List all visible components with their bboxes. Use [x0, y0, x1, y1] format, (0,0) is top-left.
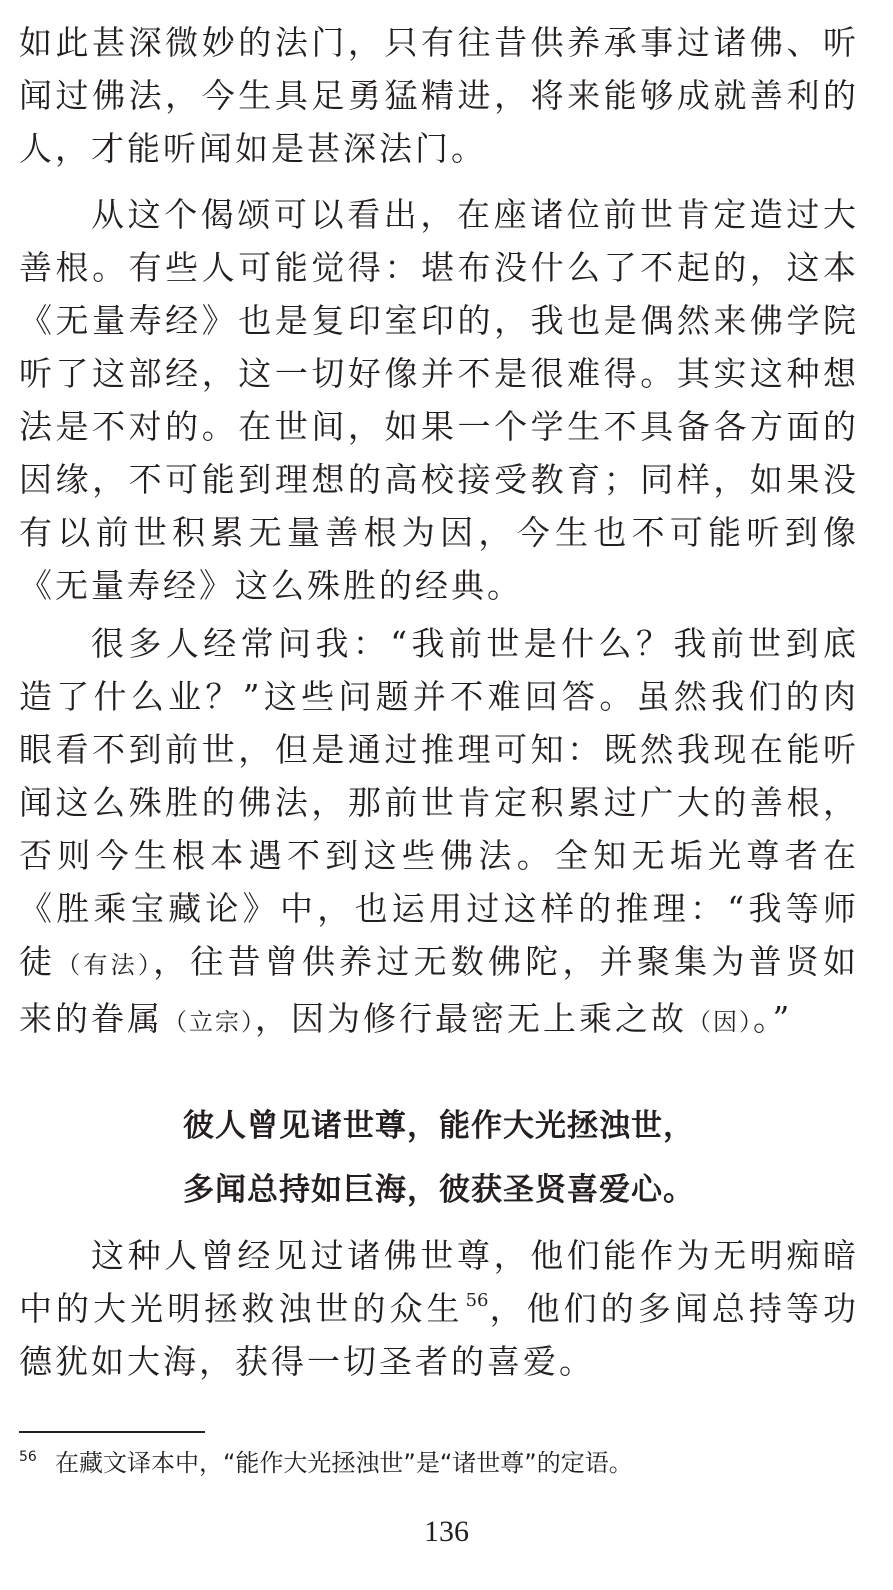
- paragraph-4: [19, 1229, 859, 1388]
- paragraph-3-text-d: 。”: [753, 999, 793, 1038]
- paragraph-4-text-b: ，他们的多闻总持等功德犹如大海，获得一切圣者的喜爱。: [19, 1289, 860, 1381]
- annotation-premise: （有法）: [56, 951, 154, 979]
- paragraph-4-text-a: 这种人曾经见过诸佛世尊，他们能作为无明痴暗中的大光明拯救浊世的众生: [19, 1236, 859, 1328]
- footnote: 56 在藏文译本中，“能作大光拯浊世”是“诸世尊”的定语。: [19, 1449, 633, 1477]
- footnote-reference[interactable]: 56: [465, 1290, 489, 1311]
- annotation-thesis: （立宗）: [163, 1008, 255, 1036]
- paragraph-1: 如此甚深微妙的法门，只有往昔供养承事过诸佛、听闻过佛法，今生具足勇猛精进，将来能够成就善利的人，才能听闻如是甚深法门。: [19, 23, 859, 168]
- page-number: 136: [424, 1515, 469, 1548]
- verse-line-2: 多闻总持如巨海，彼获圣贤喜爱心。: [183, 1172, 695, 1208]
- verse-line-1: 彼人曾见诸世尊，能作大光拯浊世，: [183, 1108, 695, 1144]
- footnote-text: 在藏文译本中，“能作大光拯浊世”是“诸世尊”的定语。: [55, 1449, 633, 1477]
- paragraph-3-text-c: ，因为修行最密无上乘之故: [255, 999, 687, 1038]
- paragraph-3: [19, 617, 859, 1049]
- paragraph-2: 从这个偈颂可以看出，在座诸位前世肯定造过大善根。有些人可能觉得：堪布没什么了不起的，这本《无量寿经》也是复印室印的，我也是偶然来佛学院听了这部经，这一切好像并不是很难得。其实这种想法是不对的。在世间，如果一个学生不具备各方面的因缘，不可能到理想的高校接受教育；同样，如果没有以前世积累无量善根为因，今生也不可能听到像《无量寿经》这么殊胜的经典。: [19, 195, 859, 605]
- paragraph-3-text-b: ，往昔曾供养过无数佛陀，并聚集为普贤如来的眷属: [19, 942, 860, 1038]
- footnote-divider: [19, 1431, 205, 1433]
- annotation-reason: （因）: [687, 1008, 753, 1036]
- paragraph-3-text-a: 很多人经常问我：“我前世是什么？我前世到底造了什么业？”这些问题并不难回答。虽然我们的肉眼看不到前世，但是通过推理可知：既然我现在能听闻这么殊胜的佛法，那前世肯定积累过广大的善根，否则今生根本遇不到这些佛法。全知无垢光尊者在《胜乘宝藏论》中，也运用过这样的推理：“我等师徒: [19, 624, 859, 981]
